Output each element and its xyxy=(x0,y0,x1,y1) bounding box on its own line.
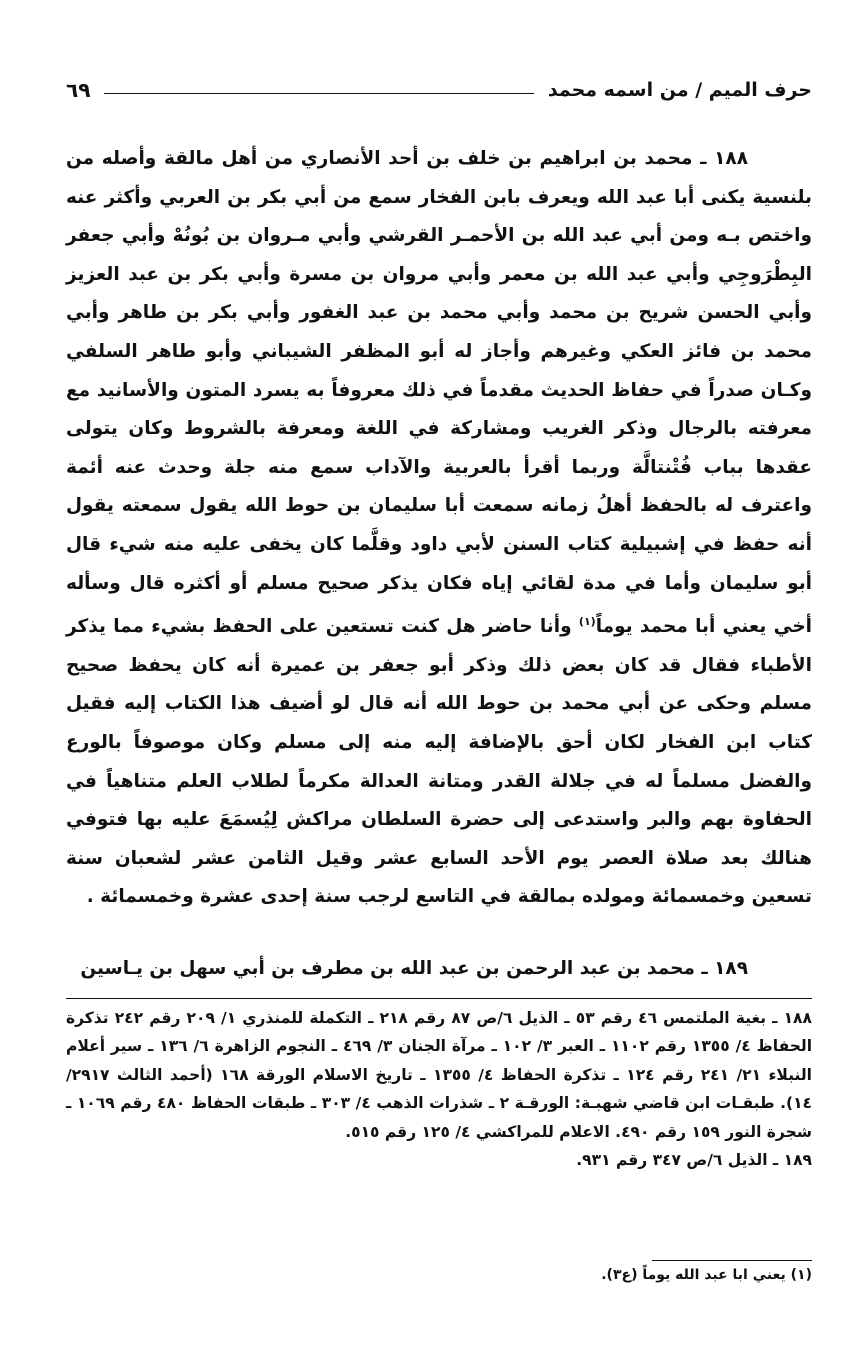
header-rule xyxy=(104,93,533,94)
header-title: حرف الميم / من اسمه محمد xyxy=(547,79,812,101)
entry-188-text: ١٨٨ ـ محمد بن ابراهيم بن خلف بن أحد الأنصاري من أهل مالقة وأصله من بلنسية يكنى أبا عبد الله ويعرف بابن الفخار سمع من أبي بكر بن العربي وأكثر عنه واختص بـه ومن أبي عبد الله بن الأحمـر القرشي وأبي مـروان بن بُونُهْ وأبي جعفر البِطْرَوجِي وأبي عبد الله بن معمر وأبي مروان بن مسرة وأبي بكر بن عبد العزيز وأبي الحسن شريح بن محمد وأبي محمد بن عبد الغفور وأبي بكر بن طاهر وأبي محمد بن فائز العكي وغيرهم وأجاز له أبو المظفر الشيباني وأبو طاهر السلفي وكـان صدراً في حفاظ الحديث مقدماً في ذلك معروفاً به يسرد المتون والأسانيد مع معرفته بالرجال وذكر الغريب ومشاركة في اللغة ومعرفة بالشروط وكان يتولى عقدها بباب فُتْنتالَّة وربما أقرأ بالعربية والآداب سمع منه جلة وحدث عنه أئمة واعترف له بالحفظ أهلُ زمانه سمعت أبا سليمان بن حوط الله يقول سمعته يقول أنه حفظ في إشبيلية كتاب السنن لأبي داود وقلَّما كان يخفى عليه منه شيء قال أبو سليمان وأما في مدة لقائي إياه فكان يذكر صحيح مسلم أو أكثره قال وسأله أخي يعني أبا محمد يوماً xyxy=(66,148,812,638)
running-header xyxy=(66,72,812,108)
reference-entry-189: ١٨٩ ـ الذيل ٦/ص ٣٤٧ رقم ٩٣١. xyxy=(576,1151,812,1170)
footnote-text: (١) يعني ابا عبد الله يوماً (ع٣). xyxy=(601,1267,812,1283)
entry-188-paragraph xyxy=(66,140,812,917)
entry-188-text-continued: وأنا حاضر هل كنت تستعين على الحفظ بشيء مما يذكر الأطباء فقال قد كان بعض ذلك وذكر أبو جعفر بن عميرة أنه كان يحفظ صحيح مسلم وحكى عن أبي محمد بن حوط الله أنه قال لو أضيف هذا الكتاب إليه فقيل كتاب ابن الفخار لكان أحق بالإضافة إليه منه إلى مسلم وكان موصوفاً بالورع والفضل مسلماً له في جلالة القدر ومتانة العدالة مكرماً لطلاب العلم متناهياً في الحفاوة بهم والبر واستدعى إلى حضرة السلطان مراكش لِيُسمَعَ عليه بها فتوفي هنالك بعد صلاة العصر يوم الأحد السابع عشر وقيل الثامن عشر لشعبان سنة تسعين وخمسمائة ومولده بمالقة في التاسع لرجب سنة إحدى عشرة وخمسمائة . xyxy=(66,616,812,908)
page-number: ٦٩ xyxy=(66,78,91,102)
footnote-divider xyxy=(652,1260,812,1261)
entry-189 xyxy=(66,950,812,988)
footnote xyxy=(66,1262,812,1288)
references-divider xyxy=(66,998,812,999)
reference-entry-188: ١٨٨ ـ بغية الملتمس ٤٦ رقم ٥٣ ـ الذيل ٦/ص ٨٧ رقم ٢١٨ ـ التكملة للمنذري ١/ ٢٠٩ رقم ٢٤٢ تذكرة الحفاظ ٤/ ١٣٥٥ رقم ١١٠٢ ـ العبر ٣/ ١٠٢ ـ مرآة الجنان ٣/ ٤٦٩ ـ النجوم الزاهرة ٦/ ١٣٦ ـ سير أعلام النبلاء ٢١/ ٢٤١ رقم ١٢٤ ـ تذكرة الحفاظ ٤/ ١٣٥٥ ـ تاريخ الاسلام الورقة ١٦٨ (أحمد الثالث ٢٩١٧/ ١٤). طبقـات ابن قاضي شهبـة: الورقـة ٢ ـ شذرات الذهب ٤/ ٣٠٣ ـ طبقات الحفاظ ٤٨٠ رقم ١٠٦٩ ـ شجرة النور ١٥٩ رقم ٤٩٠. الاعلام للمراكشي ٤/ ١٢٥ رقم ٥١٥. xyxy=(66,1009,813,1141)
references-section xyxy=(66,1004,812,1174)
footnote-marker: (١) xyxy=(578,615,596,629)
entry-189-text: ١٨٩ ـ محمد بن عبد الرحمن بن عبد الله بن مطرف بن أبي سهل بن يـاسين xyxy=(80,958,748,979)
entry-188 xyxy=(66,140,812,917)
